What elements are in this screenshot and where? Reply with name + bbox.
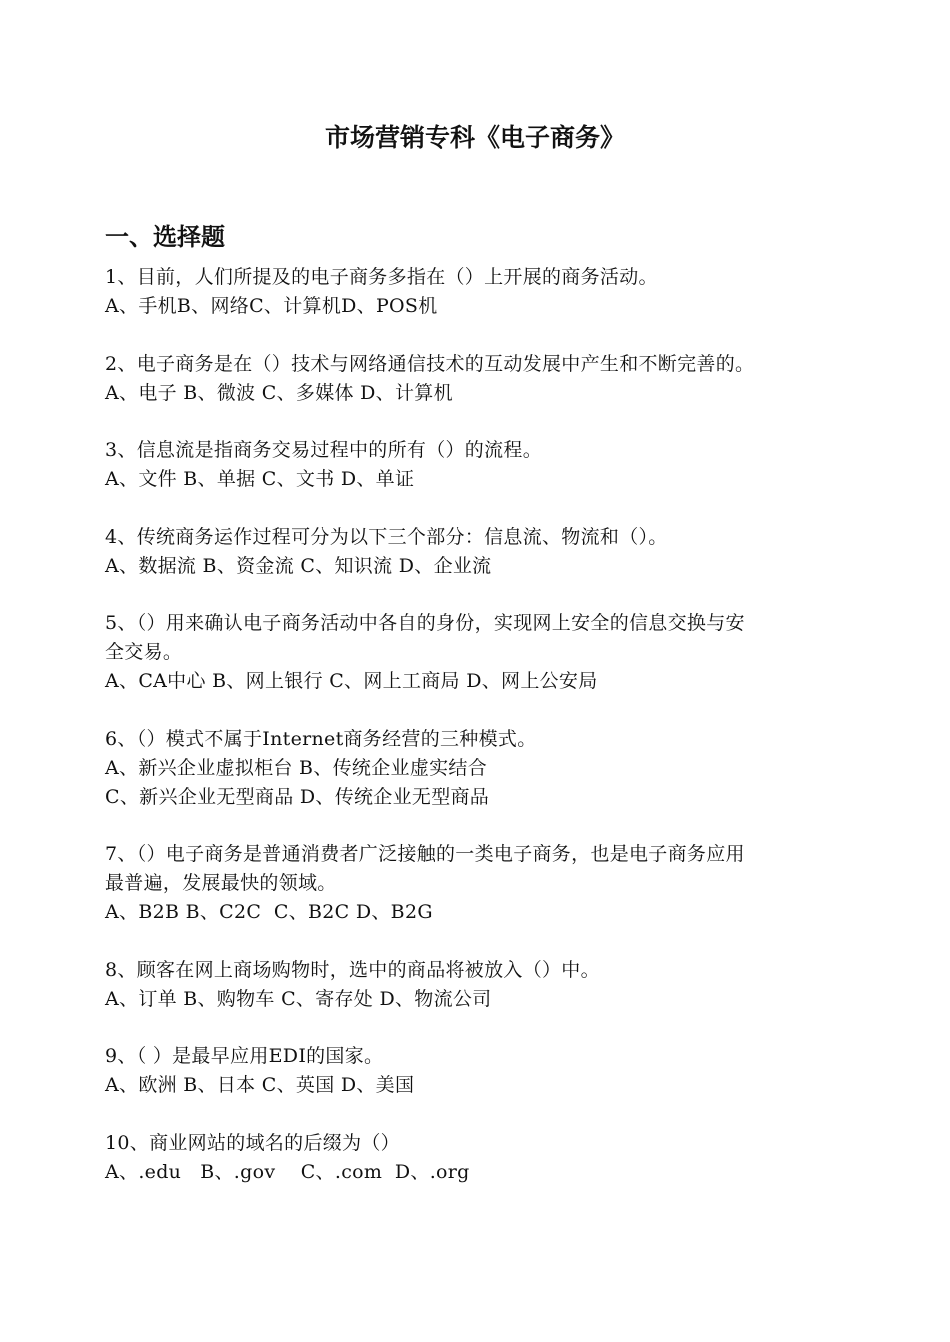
question-text: 9、（ ）是最早应用EDI的国家。 (105, 1045, 384, 1067)
question-item (105, 840, 865, 927)
answer-options: C、新兴企业无型商品 D、传统企业无型商品 (105, 785, 490, 808)
question-text: 最普遍，发展最快的领域。 (105, 872, 337, 894)
answer-options: A、手机B、网络C、计算机D、POS机 (105, 295, 438, 317)
question-text: 5、（）用来确认电子商务活动中各自的身份，实现网上安全的信息交换与安 (105, 612, 745, 634)
answer-options: A、新兴企业虚拟柜台 B、传统企业虚实结合 (105, 756, 488, 779)
question-list (105, 263, 865, 1215)
question-item (105, 725, 865, 812)
document-title: 市场营销专科《电子商务》 (324, 123, 625, 152)
question-text: 8、顾客在网上商场购物时，选中的商品将被放入（）中。 (105, 958, 600, 981)
answer-options: A、订单 B、购物车 C、寄存处 D、物流公司 (105, 987, 492, 1010)
question-text: 4、传统商务运作过程可分为以下三个部分：信息流、物流和（）。 (105, 525, 668, 548)
question-item (105, 609, 865, 696)
question-text: 7、（）电子商务是普通消费者广泛接触的一类电子商务，也是电子商务应用 (105, 843, 745, 865)
section-heading: 一、选择题 (105, 223, 225, 251)
question-item (105, 1042, 865, 1100)
answer-options: A、B2B B、C2C C、B2C D、B2G (105, 901, 433, 923)
question-item (105, 436, 865, 494)
question-text: 全交易。 (105, 641, 183, 663)
question-text: 6、（）模式不属于Internet商务经营的三种模式。 (105, 727, 537, 750)
question-item (105, 523, 865, 581)
answer-options: A、CA中心 B、网上银行 C、网上工商局 D、网上公安局 (105, 670, 598, 692)
question-item (105, 263, 865, 321)
question-item (105, 350, 865, 408)
question-item (105, 1129, 865, 1187)
answer-options: A、数据流 B、资金流 C、知识流 D、企业流 (105, 554, 492, 577)
question-text: 1、目前，人们所提及的电子商务多指在（）上开展的商务活动。 (105, 266, 658, 288)
question-text: 2、电子商务是在（）技术与网络通信技术的互动发展中产生和不断完善的。 (105, 352, 755, 375)
question-item (105, 956, 865, 1014)
answer-options: A、.edu B、.gov C、.com D、.org (105, 1160, 470, 1183)
answer-options: A、欧洲 B、日本 C、英国 D、美国 (105, 1074, 415, 1096)
answer-options: A、电子 B、微波 C、多媒体 D、计算机 (105, 381, 453, 404)
question-text: 10、商业网站的域名的后缀为（） (105, 1131, 400, 1154)
question-text: 3、信息流是指商务交易过程中的所有（）的流程。 (105, 439, 542, 461)
answer-options: A、文件 B、单据 C、文书 D、单证 (105, 468, 415, 490)
